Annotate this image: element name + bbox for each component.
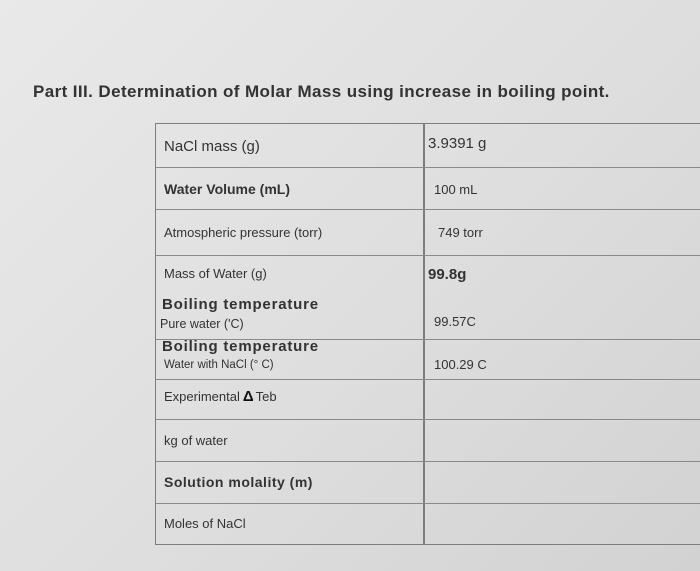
row-label: NaCl mass (g) [164,138,260,155]
table-row-bp-nacl [156,340,700,380]
row-label-sub: Water with NaCl (° C) [164,359,274,371]
row-label: Water Volume (mL) [164,181,291,197]
table-row-exp-delta [156,380,700,420]
row-value: 100 mL [434,182,478,197]
row-label [164,388,277,405]
table-row-nacl-mass [156,124,700,168]
row-label-main: Boiling temperature [162,296,319,313]
label-pre: Experimental [164,389,240,404]
row-label: Solution molality (m) [164,474,313,490]
row-value: 749 torr [438,225,483,240]
data-table [155,123,700,545]
row-label: Atmospheric pressure (torr) [164,225,323,240]
row-label: kg of water [164,433,228,448]
row-value: 100.29 C [434,357,487,372]
label-post: Teb [255,389,277,404]
table-row-molality [156,462,700,504]
delta-symbol: Δ [242,388,254,405]
row-label-sub: Pure water ('C) [160,317,244,331]
row-label: Moles of NaCl [164,516,246,531]
table-row-mass-water-bp-pure [156,256,700,340]
row-label-main: Boiling temperature [162,338,319,355]
table-row-moles-nacl [156,504,700,544]
table-row-atm-pressure [156,210,700,256]
row-label: Mass of Water (g) [164,266,267,281]
table-row-water-volume [156,168,700,210]
table-row-kg-water [156,420,700,462]
row-value: 99.57C [434,314,476,329]
row-value: 99.8g [428,266,467,283]
row-value: 3.9391 g [428,135,487,152]
section-heading: Part III. Determination of Molar Mass using increase in boiling point. [33,82,610,101]
